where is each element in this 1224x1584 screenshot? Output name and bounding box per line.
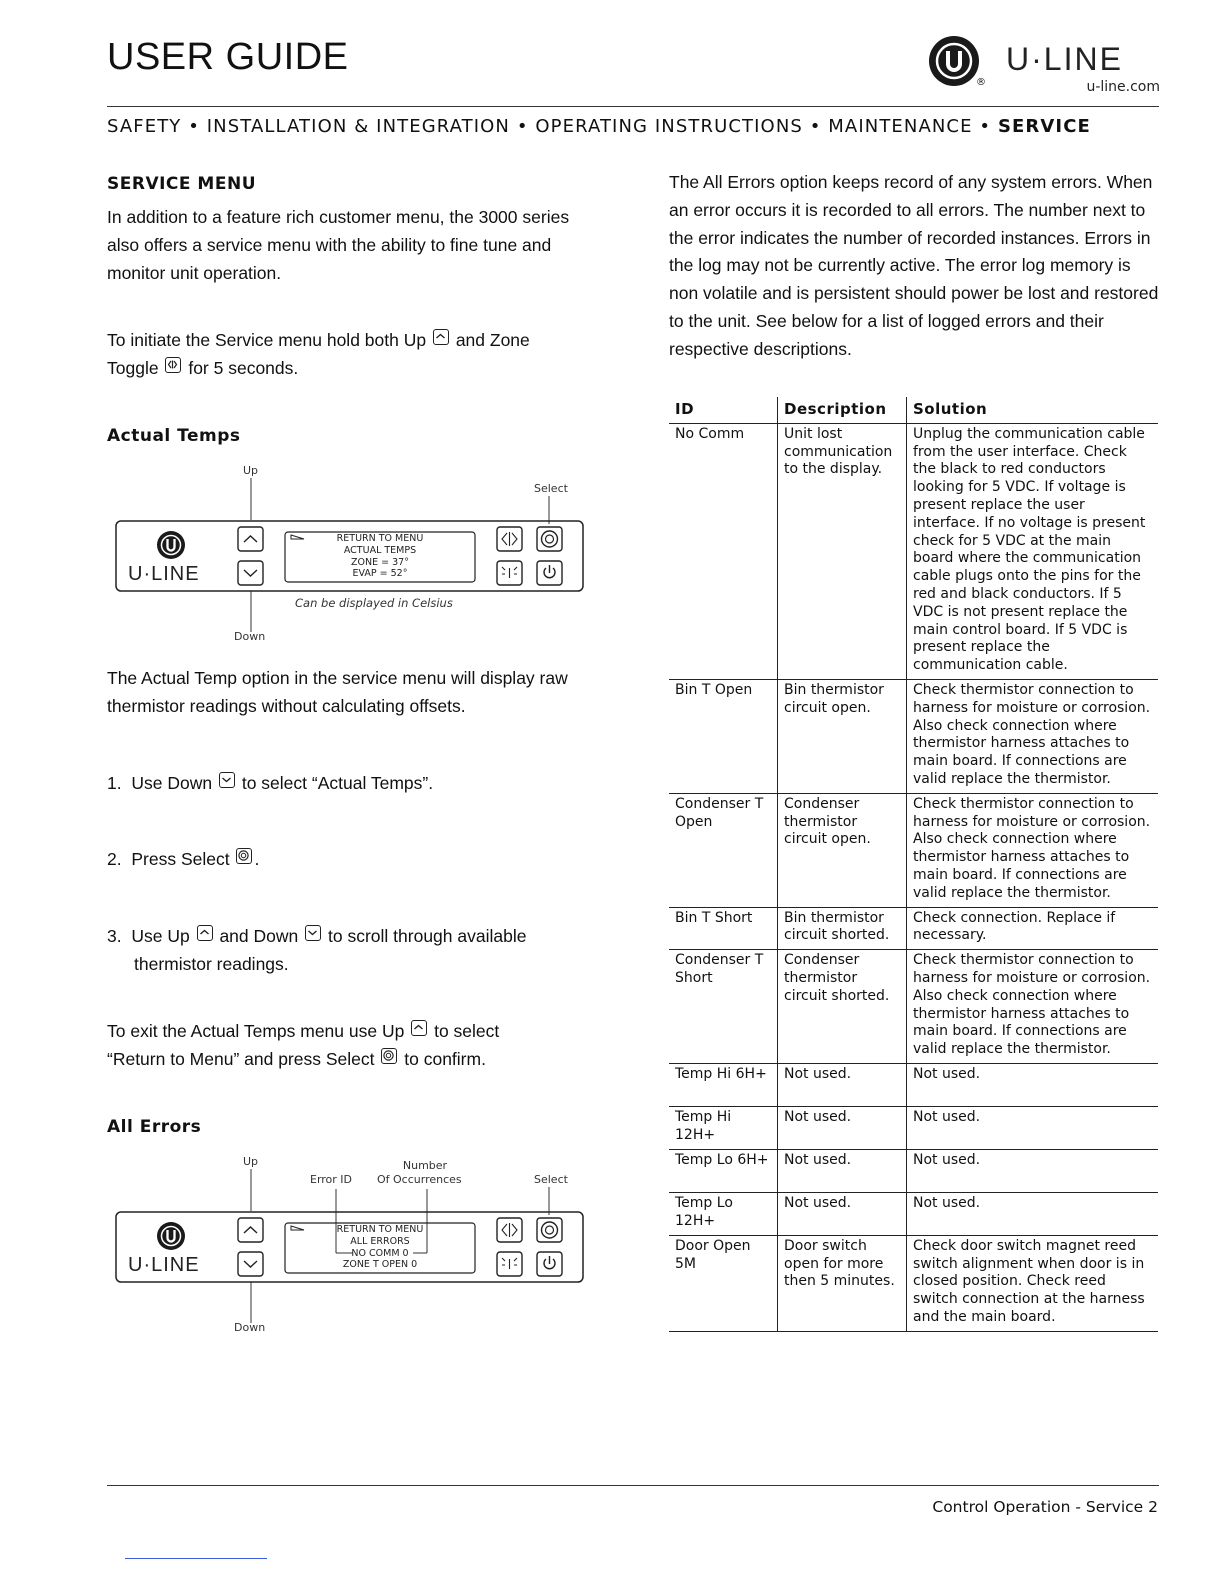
- cell-solution: Check thermistor connection to harness for moisture or corrosion. Also check connection where thermistor harness attaches to main board. If connections are valid replace the thermistor.: [907, 679, 1159, 793]
- cell-id: Bin T Open: [669, 679, 778, 793]
- cell-description: Door switch open for more then 5 minutes.: [778, 1235, 907, 1331]
- up-label: Up: [243, 1155, 259, 1168]
- zone-toggle-icon: [165, 357, 181, 373]
- screen-line: NO COMM 0: [351, 1247, 409, 1259]
- service-menu-intro: In addition to a feature rich customer menu, the 3000 series also offers a service menu with the ability to fine tune and monitor unit operation.: [107, 207, 570, 283]
- uline-logo-mark-icon: [928, 35, 980, 87]
- nav-separator: •: [972, 116, 998, 137]
- cell-solution: Check connection. Replace if necessary.: [907, 907, 1159, 950]
- header-divider: [107, 106, 1159, 107]
- table-header-row: [669, 397, 1158, 423]
- initiate-instructions: [107, 326, 587, 382]
- actual-temps-heading: Actual Temps: [107, 426, 241, 446]
- table-row: [669, 793, 1158, 907]
- screen-line: ZONE = 37°: [351, 556, 409, 568]
- site-url: u-line.com: [1086, 79, 1160, 95]
- cell-solution: Check thermistor connection to harness for moisture or corrosion. Also check connection where thermistor harness attaches to main board. If connections are valid replace the thermistor.: [907, 950, 1159, 1064]
- cell-id: Condenser T Short: [669, 950, 778, 1064]
- step-text: thermistor readings.: [134, 954, 289, 974]
- table-row: [669, 907, 1158, 950]
- step-text: and Down: [219, 926, 299, 946]
- down-icon: [219, 772, 235, 788]
- cell-solution: Not used.: [907, 1149, 1159, 1192]
- cell-id: Bin T Short: [669, 907, 778, 950]
- screen-line: ALL ERRORS: [350, 1235, 410, 1247]
- exit-text: to select: [434, 1021, 500, 1041]
- step-text: Use Up: [131, 926, 190, 946]
- cell-description: Not used.: [778, 1149, 907, 1192]
- table-row: [669, 1106, 1158, 1149]
- screen-line: RETURN TO MENU: [336, 1224, 424, 1235]
- step-text: Press Select: [131, 849, 230, 869]
- up-icon: [197, 925, 213, 941]
- column-header-description: Description: [778, 397, 907, 423]
- nav-safety: SAFETY: [107, 116, 182, 137]
- cell-description: Bin thermistor circuit open.: [778, 679, 907, 793]
- table-row: [669, 1235, 1158, 1331]
- error-id-label: Error ID: [310, 1173, 353, 1186]
- table-row: [669, 950, 1158, 1064]
- brand-name: U·LINE: [1006, 41, 1123, 77]
- initiate-text-a: To initiate the Service menu hold both Up: [107, 330, 427, 350]
- screen-line: ACTUAL TEMPS: [343, 544, 417, 556]
- panel-screen: [285, 533, 475, 580]
- nav-installation: INSTALLATION & INTEGRATION: [206, 116, 510, 137]
- exit-text: to confirm.: [404, 1049, 486, 1069]
- down-icon: [305, 925, 321, 941]
- registered-mark: ®: [976, 77, 986, 88]
- step-3: [107, 922, 587, 978]
- all-errors-heading: All Errors: [107, 1117, 202, 1137]
- exit-instructions: [107, 1017, 587, 1073]
- step-text: .: [254, 849, 260, 869]
- screen-line: ZONE T OPEN 0: [342, 1259, 418, 1271]
- initiate-text-d: for 5 seconds.: [188, 358, 299, 378]
- cell-id: No Comm: [669, 423, 778, 679]
- panel-brand: U·LINE: [128, 563, 200, 585]
- select-icon: [381, 1048, 397, 1064]
- cell-id: Temp Lo 6H+: [669, 1149, 778, 1192]
- step-1: [107, 769, 587, 797]
- cell-solution: Not used.: [907, 1106, 1159, 1149]
- select-icon: [236, 848, 252, 864]
- cell-id: Temp Hi 6H+: [669, 1063, 778, 1106]
- uline-logo: [928, 35, 1160, 95]
- step-number: 3.: [107, 926, 122, 946]
- screen-line: RETURN TO MENU: [336, 533, 424, 544]
- cell-description: Bin thermistor circuit shorted.: [778, 907, 907, 950]
- cell-solution: Not used.: [907, 1192, 1159, 1235]
- nav-operating: OPERATING INSTRUCTIONS: [535, 116, 803, 137]
- table-row: [669, 679, 1158, 793]
- step-text: Use Down: [131, 773, 213, 793]
- column-header-solution: Solution: [907, 397, 1159, 423]
- table-row: [669, 1149, 1158, 1192]
- nav-separator: •: [802, 116, 829, 137]
- up-icon: [411, 1020, 427, 1036]
- exit-text: “Return to Menu” and press Select: [107, 1049, 375, 1069]
- actual-temp-description: The Actual Temp option in the service menu will display raw thermistor readings without calculating offsets.: [107, 668, 568, 716]
- panel-screen: [285, 1224, 475, 1271]
- table-row: [669, 423, 1158, 679]
- down-label: Down: [234, 630, 266, 643]
- step-number: 2.: [107, 849, 122, 869]
- initiate-text-b: and Zone: [455, 330, 530, 350]
- page-title: USER GUIDE: [107, 36, 349, 78]
- up-label: Up: [243, 464, 259, 477]
- cell-solution: Check thermistor connection to harness for moisture or corrosion. Also check connection where thermistor harness attaches to main board. If connections are valid replace the thermistor.: [907, 793, 1159, 907]
- nav-service: SERVICE: [997, 116, 1091, 137]
- section-nav: [107, 116, 1167, 137]
- actual-temps-panel-diagram: [107, 460, 597, 650]
- all-errors-panel-diagram: [107, 1151, 597, 1341]
- up-icon: [433, 329, 449, 345]
- panel-brand: U·LINE: [128, 1254, 200, 1276]
- cell-id: Temp Hi 12H+: [669, 1106, 778, 1149]
- cell-description: Condenser thermistor circuit open.: [778, 793, 907, 907]
- service-menu-heading: SERVICE MENU: [107, 174, 256, 194]
- footer-divider: [107, 1485, 1159, 1486]
- step-text: to scroll through available: [328, 926, 527, 946]
- cell-description: Not used.: [778, 1192, 907, 1235]
- cell-solution: Unplug the communication cable from the user interface. Check the black to red conductors looking for 5 VDC. If voltage is present replace the user interface. If no voltage is present check for 5 VDC at the main board where the communication cable plugs onto the pins for the red and black conductors. If 5 VDC is not present replace the main control board. If 5 VDC is present replace the communication cable.: [907, 423, 1159, 679]
- step-number: 1.: [107, 773, 122, 793]
- select-label: Select: [534, 1173, 568, 1186]
- table-row: [669, 1063, 1158, 1106]
- error-table: [669, 397, 1158, 1332]
- down-label: Down: [234, 1321, 266, 1334]
- cell-id: Condenser T Open: [669, 793, 778, 907]
- occurrences-label: Of Occurrences: [377, 1173, 462, 1186]
- nav-separator: •: [510, 116, 536, 137]
- all-errors-description: The All Errors option keeps record of any system errors. When an error occurs it is recorded to all errors. The number next to the error indicates the number of recorded instances. Errors in the log may not be currently active. The error log memory is non volatile and is persistent should power be lost and restored to the unit. See below for a list of logged errors and their respective descriptions.: [669, 172, 1159, 359]
- table-row: [669, 1192, 1158, 1235]
- select-label: Select: [534, 482, 568, 495]
- cell-id: Door Open 5M: [669, 1235, 778, 1331]
- screen-line: EVAP = 52°: [352, 568, 408, 580]
- nav-maintenance: MAINTENANCE: [828, 116, 973, 137]
- cell-solution: Not used.: [907, 1063, 1159, 1106]
- cell-description: Condenser thermistor circuit shorted.: [778, 950, 907, 1064]
- initiate-text-c: Toggle: [107, 358, 159, 378]
- nav-separator: •: [181, 116, 207, 137]
- exit-text: To exit the Actual Temps menu use Up: [107, 1021, 405, 1041]
- cell-description: Unit lost communication to the display.: [778, 423, 907, 679]
- step-2: [107, 845, 587, 873]
- cell-id: Temp Lo 12H+: [669, 1192, 778, 1235]
- step-text: to select “Actual Temps”.: [241, 773, 434, 793]
- cell-description: Not used.: [778, 1106, 907, 1149]
- footer-link-underline: [125, 1558, 267, 1559]
- cell-solution: Check door switch magnet reed switch alignment when door is in closed position. Check reed switch connection at the harness and the main board.: [907, 1235, 1159, 1331]
- page-footer: Control Operation - Service 2: [932, 1498, 1158, 1516]
- celsius-note: Can be displayed in Celsius: [295, 596, 453, 610]
- column-header-id: ID: [669, 397, 778, 423]
- number-label: Number: [402, 1159, 448, 1172]
- cell-description: Not used.: [778, 1063, 907, 1106]
